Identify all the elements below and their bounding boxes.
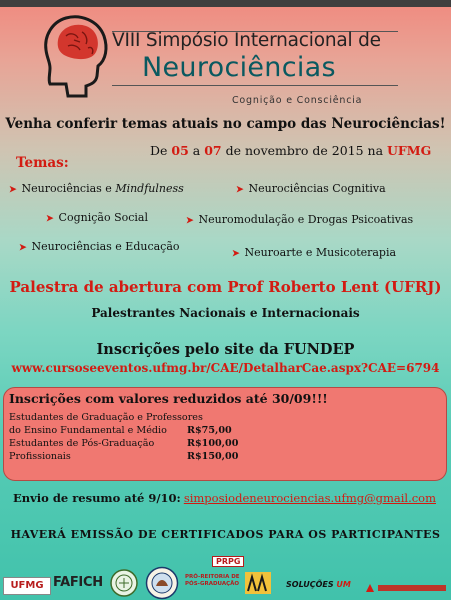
topic-text: Neuroarte e Musicoterapia [244, 246, 397, 259]
topic-text: Neurociências Cognitiva [248, 182, 386, 195]
arrow-right-icon: ➤ [9, 185, 17, 195]
date-connector: a [192, 143, 201, 158]
sponsor-red-logo [364, 582, 448, 594]
price-row-label: do Ensino Fundamental e Médio [9, 425, 167, 436]
prpg-logo: PRPG [212, 556, 244, 567]
topic-text: Cognição Social [58, 211, 148, 224]
date-prefix: De [150, 143, 168, 158]
solucoes-um-word: UM [336, 580, 351, 589]
price-row-value: R$150,00 [187, 451, 239, 462]
topic-text: Neuromodulação e Drogas Psicoativas [198, 213, 414, 226]
university-seal-logo [145, 566, 179, 600]
certificates-note: HAVERÁ EMISSÃO DE CERTIFICADOS PARA OS PARTICIPANTES [10, 528, 441, 541]
brain-head-icon [36, 10, 110, 100]
date-venue: UFMG [387, 143, 432, 158]
date-end-day: 07 [204, 143, 222, 158]
topic-item [19, 240, 180, 253]
pro-reitoria-logo [185, 574, 240, 587]
registration-link[interactable]: www.cursoseeventos.ufmg.br/CAE/DetalharCae.aspx?CAE=6794 [11, 361, 440, 375]
price-row-value: R$75,00 [187, 425, 232, 436]
registration-label: Inscrições pelo site da FUNDEP [96, 341, 355, 358]
arrow-right-icon: ➤ [19, 243, 27, 253]
abstract-submission [13, 491, 436, 505]
sponsor-bars-logo [245, 572, 271, 594]
opening-lecture: Palestra de abertura com Prof Roberto Lent (UFRJ) [9, 278, 442, 296]
event-date [150, 143, 431, 158]
topic-item [46, 211, 148, 224]
pro-reitoria-line2: PÓS-GRADUAÇÃO [185, 580, 240, 587]
pro-reitoria-line1: PRÓ-REITORIA DE [185, 574, 240, 580]
arrow-right-icon: ➤ [46, 214, 54, 224]
icb-logo [109, 568, 139, 598]
date-rest: de novembro de 2015 na [225, 143, 384, 158]
arrow-right-icon: ➤ [232, 249, 240, 259]
price-row-value: R$100,00 [187, 438, 239, 449]
topic-text: Neurociências e Educação [31, 240, 180, 253]
price-row-label: Estudantes de Graduação e Professores [9, 412, 203, 423]
price-row-label: Estudantes de Pós-Graduação [9, 438, 155, 449]
topic-item [232, 246, 396, 259]
speakers-note: Palestrantes Nacionais e Internacionais [91, 306, 360, 320]
headline: Venha conferir temas atuais no campo das Neurociências! [5, 116, 446, 132]
arrow-right-icon: ➤ [236, 185, 244, 195]
topic-item [186, 213, 413, 226]
topic-item [236, 182, 386, 195]
arrow-right-icon: ➤ [186, 216, 194, 226]
contact-email-link[interactable]: simposiodeneurociencias.ufmg@gmail.com [183, 491, 436, 505]
top-bar [0, 0, 451, 7]
solucoes-um-logo [286, 580, 351, 589]
topic-text: Neurociências e [21, 182, 116, 195]
fafich-logo: FAFICH [53, 575, 103, 590]
abstract-label: Envio de resumo até 9/10: [13, 491, 181, 505]
date-start-day: 05 [171, 143, 189, 158]
ufmg-logo: UFMG [3, 577, 51, 595]
price-heading: Inscrições com valores reduzidos até 30/09!!! [9, 391, 328, 406]
solucoes-word: SOLUÇÕES [286, 580, 334, 589]
event-title-line1: VIII Simpósio Internacional de [112, 30, 381, 51]
header-rule-bottom [112, 85, 398, 86]
topics-label: Temas: [16, 155, 69, 171]
price-row-label: Profissionais [9, 451, 71, 462]
topic-item [9, 182, 184, 195]
event-title-line2: Neurociências [142, 52, 336, 83]
event-subtitle: Cognição e Consciência [232, 95, 363, 106]
topic-emphasis: Mindfulness [115, 182, 184, 195]
